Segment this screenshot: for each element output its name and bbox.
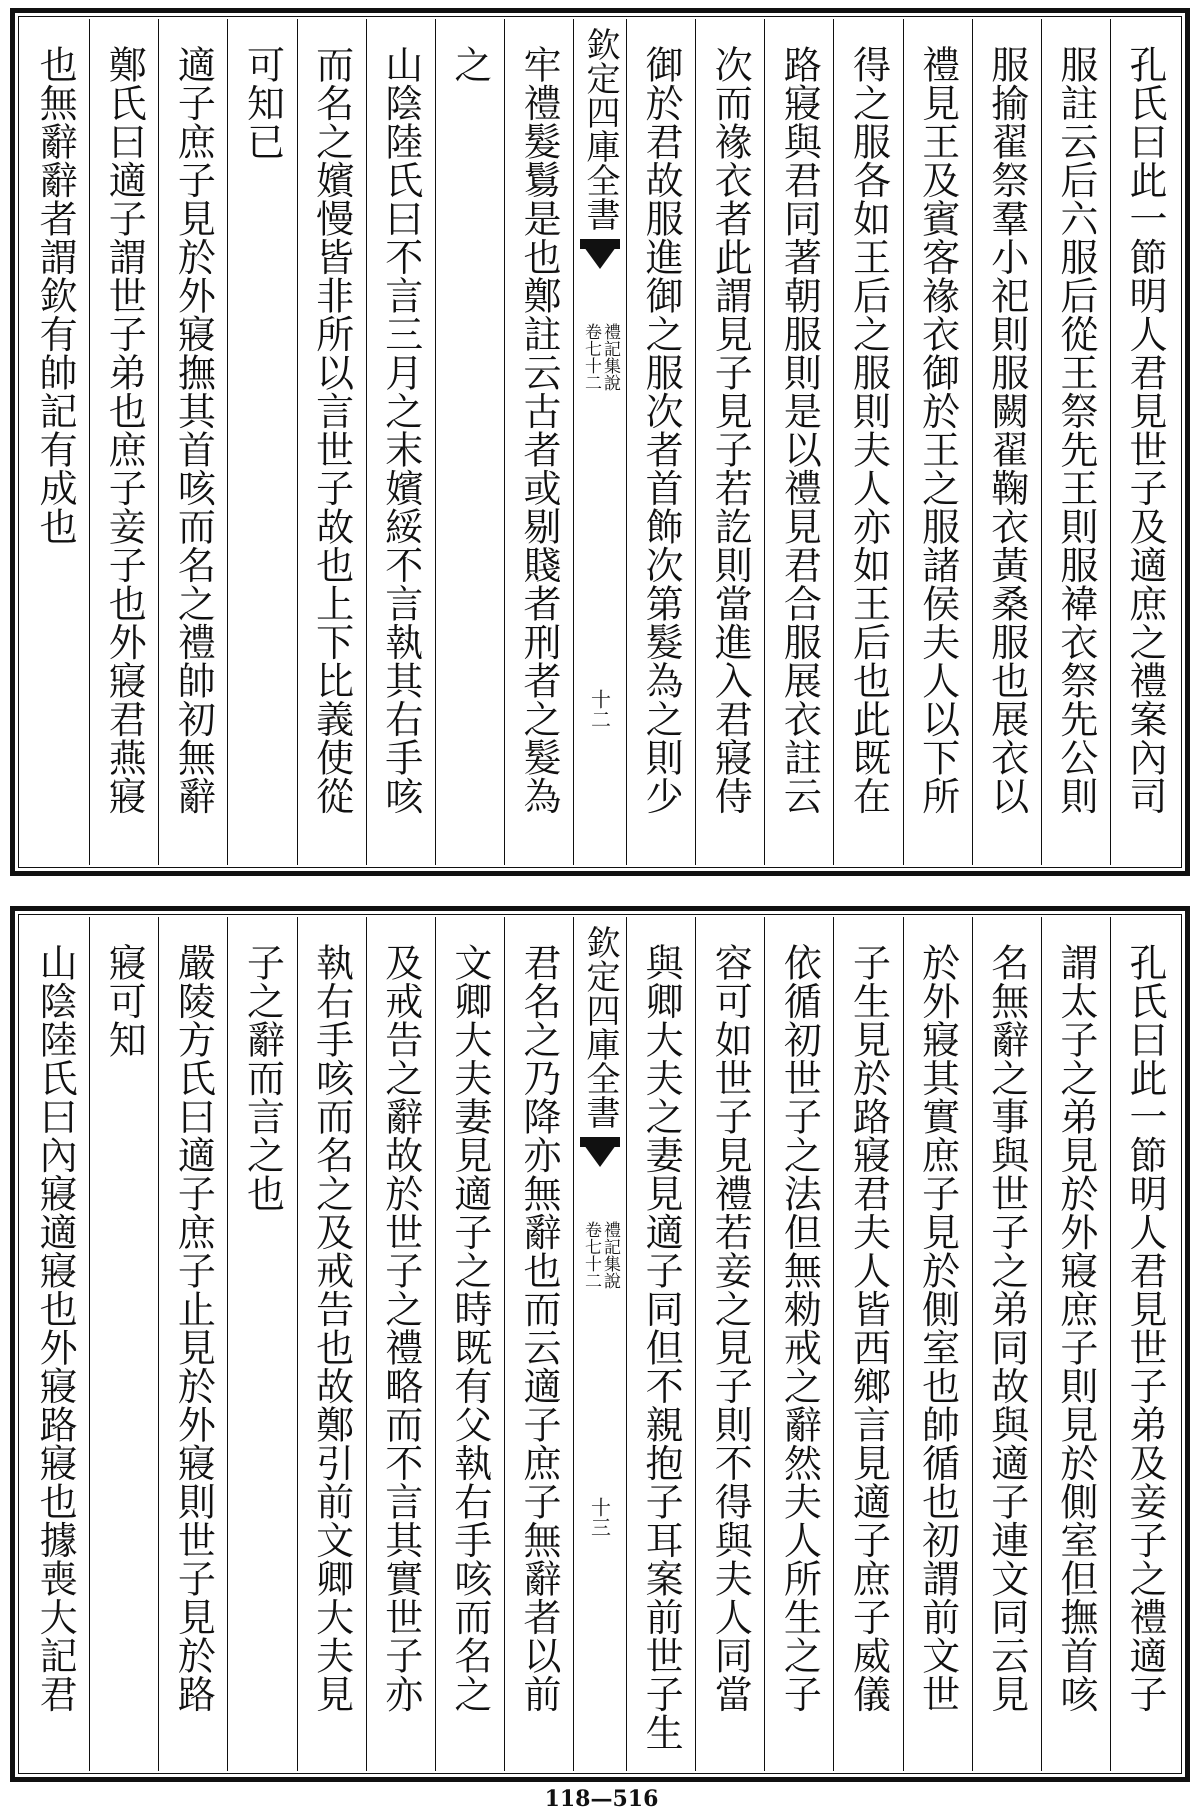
column-text: 子之辭而言之也 [240, 943, 285, 1213]
column-text: 次而褖衣者此謂見子見子若訖則當進入君寢侍 [708, 45, 753, 815]
text-column [366, 19, 435, 865]
column-text: 名無辭之事與世子之弟同故與適子連文同云見 [984, 943, 1029, 1713]
column-text: 得之服各如王后之服則夫人亦如王后也此既在 [846, 45, 891, 815]
column-text: 孔氏曰此一節明人君見世子及適庶之禮案內司 [1122, 45, 1167, 815]
text-column [1041, 917, 1110, 1771]
text-column [21, 917, 89, 1771]
text-column [833, 19, 902, 865]
book-info [582, 323, 618, 391]
text-column [626, 19, 695, 865]
column-text: 牢禮髮鬄是也鄭註云古者或剔賤者刑者之髮為 [516, 45, 561, 815]
column-text: 而名之嬪慢皆非所以言世子故也上下比義使從 [309, 45, 354, 815]
book-title: 禮記集說 [600, 1221, 620, 1289]
column-text: 禮見王及賓客褖衣御於王之服諸侯夫人以下所 [915, 45, 960, 815]
column-text: 嚴陵方氏曰適子庶子止見於外寢則世子見於路 [171, 943, 216, 1713]
column-text: 適子庶子見於外寢撫其首咳而名之禮帥初無辭 [171, 45, 216, 815]
text-column [695, 19, 764, 865]
column-text: 服註云后六服后從王祭先王則服褘衣祭先公則 [1053, 45, 1098, 815]
page-number-footer: 118—516 [544, 1786, 659, 1812]
text-column [972, 19, 1041, 865]
column-text: 謂太子之弟見於外寢庶子則見於側室但撫首咳 [1053, 943, 1098, 1713]
text-column [435, 917, 504, 1771]
column-text: 執右手咳而名之及戒告也故鄭引前文卿大夫見 [309, 943, 354, 1713]
fish-tail-mark-icon [580, 239, 620, 273]
fish-tail-mark-icon [580, 1137, 620, 1171]
page-bottom [10, 906, 1190, 1782]
column-text: 容可如世子見禮若妾之見子則不得與夫人同當 [708, 943, 753, 1713]
text-column [1041, 19, 1110, 865]
column-text: 御於君故服進御之服次者首飾次第髮為之則少 [639, 45, 684, 815]
book-title: 禮記集說 [600, 323, 620, 391]
column-text: 孔氏曰此一節明人君見世子弟及妾子之禮適子 [1122, 943, 1167, 1713]
folio-number: 十三 [587, 1497, 612, 1537]
center-margin-bottom [573, 917, 626, 1771]
text-column [158, 917, 227, 1771]
text-column [504, 917, 573, 1771]
text-column [89, 917, 158, 1771]
text-column [903, 917, 972, 1771]
text-column [21, 19, 89, 865]
text-column [504, 19, 573, 865]
text-column [1110, 19, 1179, 865]
text-column [227, 917, 296, 1771]
text-column [297, 19, 366, 865]
column-text: 服揄翟祭羣小祀則服闕翟鞠衣黃桑服也展衣以 [984, 45, 1029, 815]
text-columns-bottom [21, 917, 1179, 1771]
book-info [582, 1221, 618, 1289]
column-text: 山陰陸氏曰內寢適寢也外寢路寢也據喪大記君 [33, 943, 78, 1713]
series-title: 欽定四庫全書 [580, 925, 620, 1129]
column-text: 及戒告之辭故於世子之禮略而不言其實世子亦 [378, 943, 423, 1713]
text-column [227, 19, 296, 865]
folio-number: 十二 [587, 689, 612, 729]
text-column [366, 917, 435, 1771]
column-text: 君名之乃降亦無辭也而云適子庶子無辭者以前 [516, 943, 561, 1713]
volume-number: 卷七十二 [581, 1221, 601, 1289]
text-column [764, 917, 833, 1771]
text-column [158, 19, 227, 865]
text-column [903, 19, 972, 865]
text-column [1110, 917, 1179, 1771]
column-text: 子生見於路寢君夫人皆西鄉言見適子庶子威儀 [846, 943, 891, 1713]
page-top [10, 8, 1190, 876]
column-text: 路寢與君同著朝服則是以禮見君合服展衣註云 [777, 45, 822, 815]
text-column [89, 19, 158, 865]
text-columns-top [21, 19, 1179, 865]
text-column [764, 19, 833, 865]
column-text: 也無辭辭者謂欽有帥記有成也 [33, 45, 78, 546]
column-text: 與卿大夫之妻見適子同但不親抱子耳案前世子生 [639, 943, 684, 1752]
text-column [695, 917, 764, 1771]
column-text: 寢可知 [102, 943, 147, 1059]
column-text: 可知已 [240, 45, 285, 161]
volume-number: 卷七十二 [581, 323, 601, 391]
text-column [972, 917, 1041, 1771]
column-text: 於外寢其實庶子見於側室也帥循也初謂前文世 [915, 943, 960, 1713]
series-title: 欽定四庫全書 [580, 27, 620, 231]
column-text: 之 [447, 45, 492, 84]
text-column [297, 917, 366, 1771]
text-column [435, 19, 504, 865]
column-text: 文卿大夫妻見適子之時既有父執右手咳而名之 [447, 943, 492, 1713]
column-text: 鄭氏曰適子謂世子弟也庶子妾子也外寢君燕寢 [102, 45, 147, 815]
text-column [626, 917, 695, 1771]
center-margin-top [573, 19, 626, 865]
column-text: 山陰陸氏曰不言三月之末嬪綏不言執其右手咳 [378, 45, 423, 815]
text-column [833, 917, 902, 1771]
column-text: 依循初世子之法但無勑戒之辭然夫人所生之子 [777, 943, 822, 1713]
